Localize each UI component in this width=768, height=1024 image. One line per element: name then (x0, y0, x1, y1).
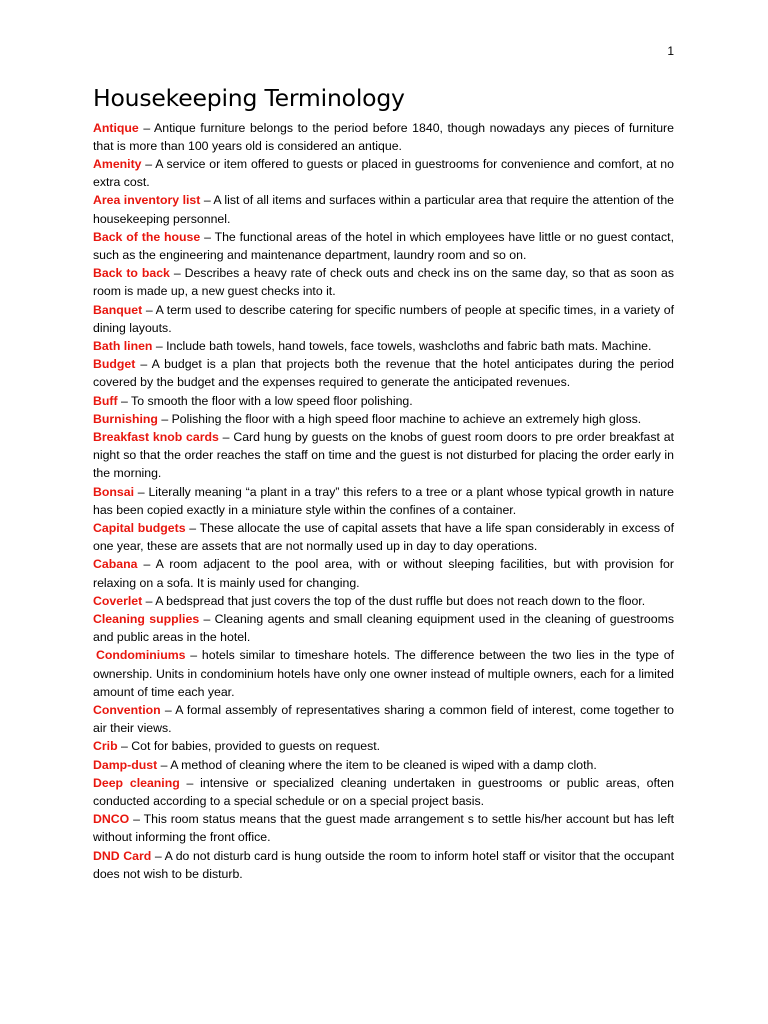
glossary-definition: – A method of cleaning where the item to be cleaned is wiped with a damp cloth. (157, 757, 597, 772)
page-title: Housekeeping Terminology (93, 84, 405, 112)
glossary-term: Cleaning supplies (93, 611, 200, 626)
glossary-term: Back to back (93, 266, 170, 281)
glossary-term: Deep cleaning (93, 775, 180, 790)
glossary-term: Burnishing (93, 411, 158, 426)
glossary-term: Damp-dust (93, 757, 158, 772)
glossary-definition: – A formal assembly of representatives sharing a common field of interest, come together to air their views. (93, 703, 674, 736)
glossary-entry (93, 592, 674, 610)
glossary-definition: – Cot for babies, provided to guests on request. (117, 739, 381, 754)
glossary-entry (93, 301, 674, 337)
glossary-definition: – A do not disturb card is hung outside the room to inform hotel staff or visitor that the occupant does not wish to be disturb. (93, 848, 674, 881)
glossary-entry (93, 519, 674, 555)
glossary-term: Buff (93, 393, 118, 408)
glossary-entry (93, 646, 674, 701)
glossary-entry (93, 337, 674, 355)
glossary-term: Bonsai (93, 484, 134, 499)
glossary-definition: – intensive or specialized cleaning undertaken in guestrooms or public areas, often conducted according to a special schedule or on a special project basis. (93, 775, 675, 809)
glossary-entry (93, 355, 674, 391)
glossary-definition: – Literally meaning “a plant in a tray” this refers to a tree or a plant whose typical growth in nature has been copied exactly in a miniature style within the confines of a container. (93, 484, 674, 517)
glossary-definition: – Polishing the floor with a high speed floor machine to achieve an extremely high gloss. (157, 411, 642, 426)
glossary-definition: – A bedspread that just covers the top of the dust ruffle but does not reach down to the floor. (142, 593, 646, 608)
glossary-entry (93, 737, 674, 755)
glossary-term: Amenity (93, 156, 142, 171)
glossary-definition: – A budget is a plan that projects both the revenue that the hotel anticipates during the period covered by the budget and the expenses required to generate the anticipated revenues. (93, 357, 674, 390)
glossary-entry (93, 774, 674, 810)
glossary-term: DND Card (93, 848, 152, 863)
glossary-entry (93, 701, 674, 737)
page-number: 1 (667, 44, 674, 58)
glossary-definition: – hotels similar to timeshare hotels. The difference between the two lies in the type of ownership. Units in condominium hotels have only one owner instead of multiple owners, each for a limited amount of time each year. (93, 648, 674, 699)
glossary-term: Breakfast knob cards (93, 429, 219, 444)
glossary-term: Area inventory list (93, 193, 201, 208)
glossary-entry (93, 756, 674, 774)
glossary-definition: – To smooth the floor with a low speed floor polishing. (117, 393, 413, 408)
glossary-term: Convention (93, 703, 161, 717)
glossary-definition: – The functional areas of the hotel in which employees have little or no guest contact, such as the engineering and maintenance department, laundry room and so on. (93, 229, 674, 262)
glossary-entry (93, 810, 674, 846)
glossary-entry (93, 847, 674, 883)
glossary-definition: – Cleaning agents and small cleaning equipment used in the cleaning of guestrooms and public areas in the hotel. (93, 611, 674, 645)
glossary-entry (93, 392, 674, 410)
glossary-definition: – These allocate the use of capital assets that have a life span considerably in excess of one year, these are assets that are not normally used up in day to day operations. (93, 520, 675, 554)
glossary-entry (93, 428, 674, 483)
glossary-definition: – This room status means that the guest made arrangement s to settle his/her account but has left without informing the front office. (93, 812, 674, 845)
glossary-term: Bath linen (93, 338, 153, 353)
glossary-term: Back of the house (93, 229, 201, 244)
glossary-definition: – A service or item offered to guests or placed in guestrooms for convenience and comfort, at no extra cost. (93, 156, 674, 190)
glossary-definition: – Include bath towels, hand towels, face towels, washcloths and fabric bath mats. Machine. (152, 338, 652, 353)
glossary-entry (93, 483, 674, 519)
glossary-term: Condominiums (96, 648, 186, 663)
glossary-term: Coverlet (93, 593, 143, 608)
glossary-entry (93, 155, 674, 191)
glossary-definition: – Card hung by guests on the knobs of guest room doors to pre order breakfast at night so that the order reaches the staff on time and the guest is not disturbed for placing the order early in the morning. (93, 429, 675, 481)
glossary-definition: – A room adjacent to the pool area, with or without sleeping facilities, but with provision for relaxing on a sofa. It is mainly used for changing. (93, 557, 674, 590)
glossary-definition: – Antique furniture belongs to the period before 1840, though nowadays any pieces of furniture that is more than 100 years old is considered an antique. (93, 120, 674, 153)
glossary-definition: – Describes a heavy rate of check outs and check ins on the same day, so that as soon as room is made up, a new guest checks into it. (93, 266, 674, 299)
glossary-term: Antique (93, 120, 139, 135)
terminology-list (93, 119, 674, 884)
glossary-entry (93, 191, 674, 227)
glossary-term: Crib (93, 739, 118, 754)
glossary-term: Budget (93, 357, 136, 372)
glossary-entry (93, 610, 674, 646)
glossary-term: Banquet (93, 302, 143, 317)
glossary-term: Cabana (93, 557, 138, 572)
glossary-entry (93, 119, 674, 155)
glossary-entry (93, 410, 674, 428)
glossary-definition: – A term used to describe catering for specific numbers of people at specific times, in a variety of dining layouts. (93, 302, 674, 335)
glossary-entry (93, 555, 674, 591)
glossary-term: DNCO (93, 812, 130, 827)
glossary-entry (93, 264, 674, 300)
glossary-term: Capital budgets (93, 520, 186, 535)
glossary-definition: – A list of all items and surfaces within a particular area that require the attention of the housekeeping personnel. (93, 193, 675, 226)
glossary-entry (93, 228, 674, 264)
